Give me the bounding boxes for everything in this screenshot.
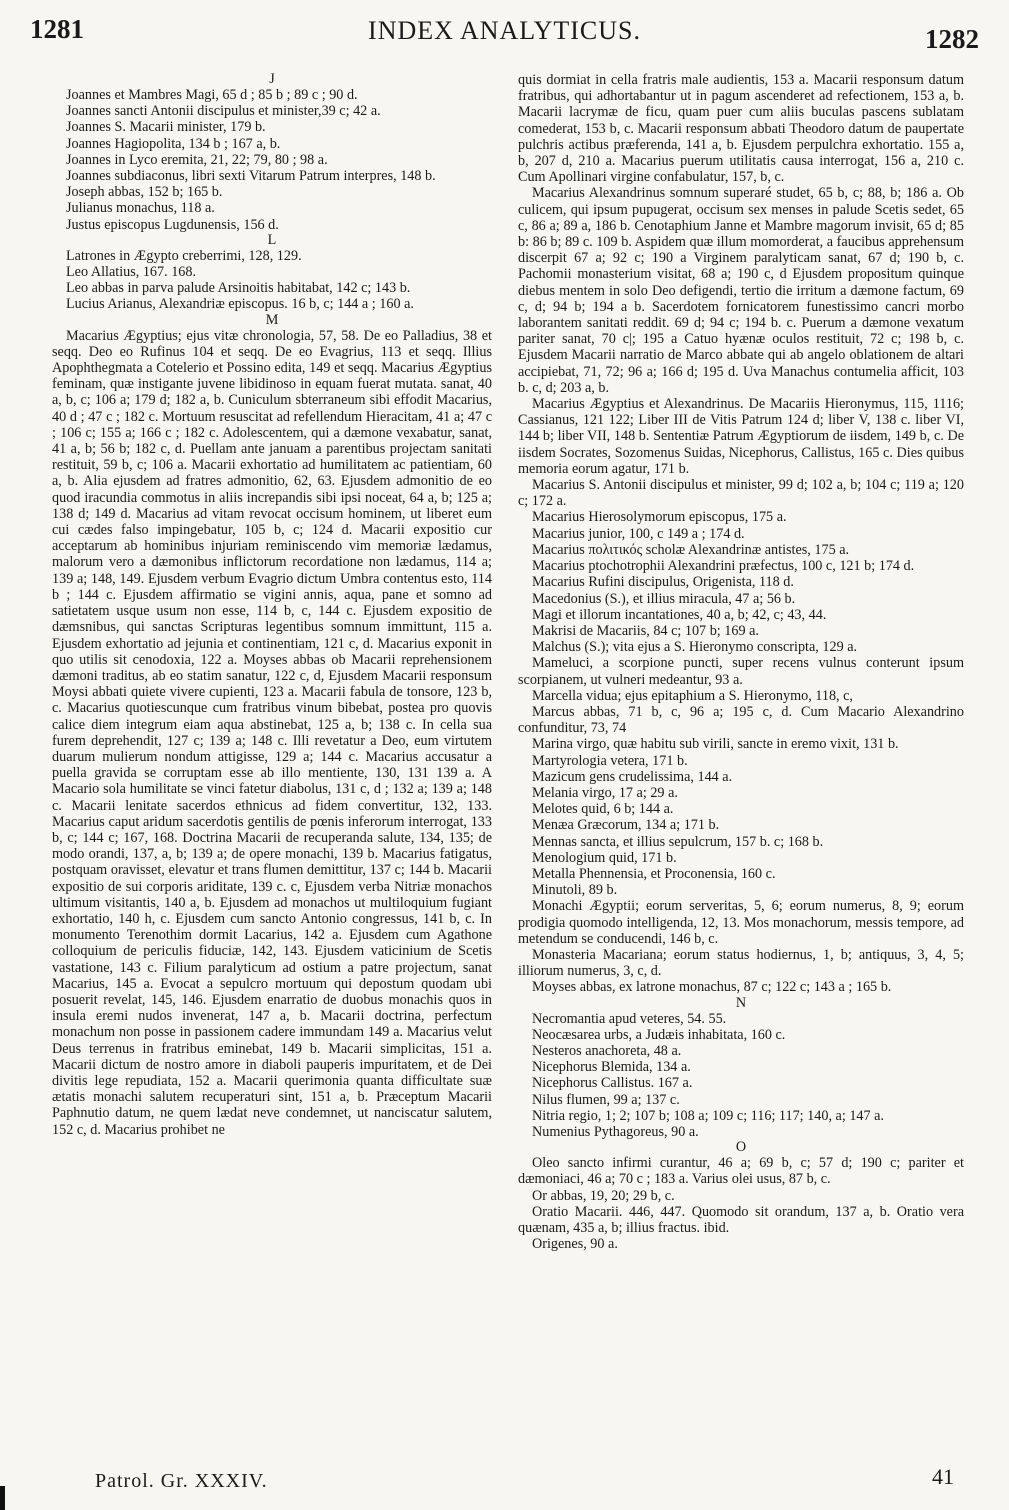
- index-entry: Joannes sancti Antonii discipulus et minister,39 c; 42 a.: [66, 103, 381, 120]
- index-entry: Minutoli, 89 b.: [532, 882, 618, 899]
- index-entry: Macarius S. Antonii discipulus et minister, 99 d; 102 a, b; 104 c; 119 a; 120 c; 172 a.: [518, 477, 964, 510]
- index-entry: Monasteria Macariana; eorum status hodiernus, 1, b; antiquus, 3, 4, 5; illiorum numerus, 3, c, d.: [518, 946, 964, 980]
- right-column: [518, 72, 964, 1252]
- index-entry: Marcella vidua; ejus epitaphium a S. Hieronymo, 118, c,: [532, 687, 853, 704]
- volume-signature: Patrol. Gr. XXXIV.: [95, 1470, 268, 1492]
- index-entry: Joannes et Mambres Magi, 65 d ; 85 b ; 89 c ; 90 d.: [66, 87, 358, 103]
- index-entry: Justus episcopus Lugdunensis, 156 d.: [66, 216, 279, 233]
- index-entry: Macarius Hierosolymorum episcopus, 175 a.: [532, 509, 787, 526]
- index-entry: Macedonius (S.), et illius miracula, 47 a; 56 b.: [532, 590, 796, 607]
- index-entry: Macarius junior, 100, c 149 a ; 174 d.: [532, 525, 745, 542]
- page-header: [30, 14, 979, 54]
- index-entry: Joannes in Lyco eremita, 21, 22; 79, 80 ; 98 a.: [66, 151, 328, 168]
- index-entry: Moyses abbas, ex latrone monachus, 87 c; 122 c; 143 a ; 165 b.: [532, 979, 892, 996]
- index-entry: Nicephorus Callistus. 167 a.: [532, 1075, 693, 1092]
- index-entry: Oleo sancto infirmi curantur, 46 a; 69 b, c; 57 d; 190 c; pariter et dæmoniaci, 46 a; 70 c ; 183 a. Varius olei usus, 87 b, c.: [518, 1155, 964, 1188]
- index-entry: Or abbas, 19, 20; 29 b, c.: [532, 1187, 675, 1204]
- index-entry: Macarius πολιτικός scholæ Alexandrinæ antistes, 175 a.: [532, 541, 850, 558]
- index-entry: Nicephorus Blemida, 134 a.: [532, 1059, 691, 1076]
- index-entry: Leo abbas in parva palude Arsinoitis habitabat, 142 c; 143 b.: [66, 280, 411, 297]
- index-entry: Neocæsarea urbs, a Judæis inhabitata, 160 c.: [532, 1026, 786, 1043]
- sheet-number: 41: [932, 1464, 954, 1489]
- index-entry: Leo Allatius, 167. 168.: [66, 264, 197, 281]
- page-footer: [95, 1464, 954, 1500]
- index-entry: Melotes quid, 6 b; 144 a.: [532, 801, 674, 818]
- page-number-left: 1281: [30, 14, 84, 44]
- index-entry: Joannes subdiaconus, libri sexti Vitarum Patrum interpres, 148 b.: [66, 168, 436, 185]
- index-entry: Joseph abbas, 152 b; 165 b.: [66, 184, 223, 201]
- section-letter: N: [735, 994, 747, 1011]
- index-entry: Nesteros anachoreta, 48 a.: [532, 1042, 682, 1059]
- section-letter: L: [267, 231, 277, 248]
- index-entry: Menologium quid, 171 b.: [532, 849, 677, 866]
- index-entry: Mennas sancta, et illius sepulcrum, 157 b. c; 168 b.: [532, 833, 824, 850]
- index-entry: Julianus monachus, 118 a.: [66, 200, 215, 217]
- index-entry: Monachi Ægyptii; eorum serveritas, 5, 6; eorum numerus, 8, 9; eorum prodigia quomodo intelligenda, 12, 13. Mos monachorum, messis tempore, ad metendum se conducendi, 146 b, c.: [518, 898, 964, 947]
- index-entry: Metalla Phennensia, et Proconensia, 160 c.: [532, 865, 776, 882]
- index-entry: Macarius Rufini discipulus, Origenista, 118 d.: [532, 574, 794, 591]
- index-entry: Marcus abbas, 71 b, c, 96 a; 195 c, d. Cum Macario Alexandrino confunditur, 73, 74: [518, 703, 964, 737]
- section-letter: M: [265, 311, 279, 328]
- index-entry: Oratio Macarii. 446, 447. Quomodo sit orandum, 137 a, b. Oratio vera quænam, 435 a, b; illius fractus. ibid.: [518, 1203, 964, 1237]
- index-entry: Mazicum gens crudelissima, 144 a.: [532, 768, 733, 785]
- edge-mark: [0, 1486, 5, 1510]
- index-entry: Nitria regio, 1; 2; 107 b; 108 a; 109 c; 116; 117; 140, a; 147 a.: [532, 1107, 885, 1124]
- index-entry: Nilus flumen, 99 a; 137 c.: [532, 1091, 680, 1108]
- left-column: [52, 72, 492, 1138]
- index-entry: Martyrologia vetera, 171 b.: [532, 752, 688, 769]
- index-entry: Joannes Hagiopolita, 134 b ; 167 a, b.: [66, 135, 281, 152]
- index-entry: quis dormiat in cella fratris male audientis, 153 a. Macarii responsum datum fratribus, qui adhortabantur ut in pagum ascenderet ad refectionem, 153 a, b. Macarii lacrymæ de ficu, quam puer cum aliis buculas pascens sublatam comederat, 153 b, c. Macarii responsum abbati Theodoro datum de paupertate pulchris actibus præferenda, 141 a, b. Ejusdem perpulchra exhortatio. 155 a, b, 207 d, 210 a. Macarius puerum utilitatis causa interrogat, 156 a, 210 c. Cum Apollinari virgine confabulatur, 157, b, c.: [518, 72, 964, 186]
- index-entry: Numenius Pythagoreus, 90 a.: [532, 1124, 699, 1140]
- index-entry: Macarius Ægyptius; ejus vitæ chronologia, 57, 58. De eo Palladius, 38 et seqq. Deo eo Rufinus 104 et seqq. De eo Evagrius, 113 et seqq. Illius Apophthegmata a Cotelerio et Possino edita, 149 et seqq. Macarius Ægyptius feminam, quæ instigante juvene libidinoso in equam fuerat mutata. sanat, 40 a, b, c; 106 a; 179 d; 182 a, b. Cuniculum sbterraneum sibi effodit Macarius, 40 d ; 47 c ; 182 c. Mortuum resuscitat ad refellendum Hieracitam, 41 a; 47 c ; 106 c; 155 a; 166 c ; 182 c. Adolescentem, qui a dæmone vexabatur, sanat, 41 a, b; 56 b; 182 c, d. Puellam ante januam a parentibus projectam sanitati restituit, 59 b, c; 106 a. Macarii exhortatio ad humilitatem ac patientiam, 60 a, b. Alia ejusdem ad fratres admonitio, 62, 63. Ejusdem admonitio de eo quod iracundia commotus in aliis increpandis sibi ipsi noceat, 64 a, b; 125 a; 138 d; 149 d. Macarius ad vitam revocat occisum hominem, ut liberet eum cui cædes falso impingebatur, 105 b, c; 124 d. Macarii expositio cur acceptarum ab hominibus injuriam reminiscendo vim memoriæ lædamus, malorum vero a dæmonibus inflictorum recordatione non lædamus, 114 a; 139 a; 148, 149. Ejusdem verbum Evagrio dictum Umbra contentus esto, 114 b ; 144 c. Ejusdem affirmatio se vigini annis, aqua, pane et somno ad satietatem usque usum non esse, 114 b, c, 144 c. Ejusdem expositio de dæmsnibus, qui sanctas Scripturas legentibus somnum immittunt, 115 a. Ejusdem exhortatio ad jejunia et continentiam, 121 c, d. Macarius exponit in quo utilis sit cenodoxia, 122 a. Moyses abbas ob Macarii reprehensionem dæmoni traditus, ab eo statim sanatur, 122 c, d, Ejusdem Macarii responsum Moysi abbati quiete vivere cupienti, 123 a. Macarii fabula de tonsore, 123 b, c. Macarius quotiescunque cum fratribus vinum bibebat, postea pro quovis calice diem integrum eiam aqua abstinebat, 125 a, b; 138 c. In cella sua furem deprehendit, 127 c; 139 a; 148 c. Illi revetatur a Deo, eum virtutem duarum mulierum nondum attigisse, 129 a; 144 c. Macarius accusatur a puella gravida se corruptam esse ab illo mentiente, 130, 131 139 a. A Macario sola humilitate se vinci fatetur diabolus, 131 c, d ; 132 a; 139 a; 148 c. Macarii lenitate sacerdos ethnicus ad fidem convertitur, 132, 133. Macarius caput aridum sacerdotis gentilis de pœnis inferorum interrogat, 133 b, c; 144 c; 167, 168. Doctrina Macarii de recuperanda salute, 134, 135; de modo orandi, 137, a, b; 139 a; de opere monachi, 139 b. Macarius fatigatus, postquam oravisset, elevatur et trans flumen demittitur, 137 c; 144 b. Macarii expositio de sui corporis ariditate, 139 c. c, Ejusdem verba Nitriæ monachos ultimum visitantis, 140 a, b. Ejusdem ad monachos ut multiloquium fugiant exhortatio, 140 h, c. Ejusdem cum sancto Antonio congressus, 141 b, c. In monumento Terenothim dormit Lacarius, 142 a. Ejusdem cum Agathone colloquium de periculis fiduciæ, 142, 143. Ejusdem vaticinium de Scetis vastatione, 143 c. Filium paralyticum ad ostium a patre projectum, sanat Macarius, 145 a. Evocat a sepulcro mortuum qui depostum quodam ubi posuerit revelat, 145, 146. Ejusdem enarratio de duobus monachis quos in insula eremi nudos invenerat, 147 a, b. Macarii doctrina, perfectum monachum non posse in passionem cadere immundam 149 a. Macarius velut Deus terrenus in fratribus eminebat, 149 b. Macarii simplicitas, 151 a. Macarii dictum de nostro amore in diaboli pauperis impuritatem, et de Dei divitis lege repudiata, 152 a. Macarii querimonia quanta difficultate suæ ætatis monachi salutem recuperaturi sint, 151 a, b. Præceptum Macarii Paphnutio datum, ne quem lædat neve condemnet, ut nanciscatur salutem, 152 c, d. Macarius prohibet ne: [52, 327, 492, 1138]
- index-entry: Mameluci, a scorpione puncti, super recens vulnus conterunt ipsum scorpianem, ut vulneri medeantur, 93 a.: [518, 655, 964, 688]
- index-entry: Marina virgo, quæ habitu sub virili, sancte in eremo vixit, 131 b.: [532, 736, 899, 753]
- index-entry: Melania virgo, 17 a; 29 a.: [532, 784, 678, 801]
- index-entry: Macarius ptochotrophii Alexandrini præfectus, 100 c, 121 b; 174 d.: [532, 558, 915, 575]
- index-entry: Origenes, 90 a.: [532, 1236, 618, 1253]
- index-entry: Lucius Arianus, Alexandriæ episcopus. 16 b, c; 144 a ; 160 a.: [66, 296, 414, 313]
- running-title: INDEX ANALYTICUS.: [368, 16, 641, 45]
- section-letter: J: [269, 71, 275, 87]
- index-entry: Macarius Ægyptius et Alexandrinus. De Macariis Hieronymus, 115, 1116; Cassianus, 121 122; Liber III de Vitis Patrum 124 d; liber V, 138 c. liber VI, 144 b; liber VII, 148 b. Sententiæ Patrum Ægyptiorum de iisdem, 149 b, c. De iisdem Socrates, Sozomenus Suidas, Nicephorus, Callistus, 165 c. Dies quibus memoria eorum agatur, 171 b.: [518, 396, 964, 477]
- index-entry: Malchus (S.); vita ejus a S. Hieronymo conscripta, 129 a.: [532, 639, 858, 656]
- index-entry: Latrones in Ægypto creberrimi, 128, 129.: [66, 247, 302, 264]
- index-entry: Makrisi de Macariis, 84 c; 107 b; 169 a.: [532, 622, 759, 639]
- page-number-right: 1282: [925, 24, 979, 54]
- index-entry: Magi et illorum incantationes, 40 a, b; 42, c; 43, 44.: [532, 606, 827, 623]
- section-letter: O: [735, 1139, 747, 1156]
- index-entry: Macarius Alexandrinus somnum superaré studet, 65 b, c; 88, b; 186 a. Ob culicem, qui ipsum pupugerat, occisum sex menses in palude Scetis sedet, 65 c, 86 a; 89 a, 186 b. Cenotaphium Janne et Mambre magorum invisit, 65 d; 85 b: 86 b; 89 c. 109 b. Aspidem quæ illum momorderat, a faucibus apprehensum discerpit 67 a; 92 c; 190 a Virginem paralyticam sanat, 67 d; 190 b, c. Pachomii monasterium visitat, 68 a; 190 c, d Ejusdem propositum quinque diebus mentem in solo Deo defigendi, tertio die irritum a dæmone factum, 69 c, d; 94 b; 194 a b. Sacerdotem fornicatorem funestissimo cancri morbo laborantem sanitati reddit. 69 d; 94 c; 194 b. c. Puerum a dæmone vexatum pariter sanat, 70 c|; 195 a Catuo hyænæ oculos restituit, 72 c; 198 b, c. Ejusdem Macarii narratio de Marco abbate qui ab angelo oblationem de altari accipiebat, 71, 72; 96 a; 166 d; 195 d. Uva Manachus contumelia afficit, 103 b. c, d; 203 a, b.: [518, 185, 964, 396]
- index-entry: Joannes S. Macarii minister, 179 b.: [66, 119, 266, 136]
- index-entry: Menæa Græcorum, 134 a; 171 b.: [532, 817, 720, 834]
- index-entry: Necromantia apud veteres, 54. 55.: [532, 1010, 727, 1027]
